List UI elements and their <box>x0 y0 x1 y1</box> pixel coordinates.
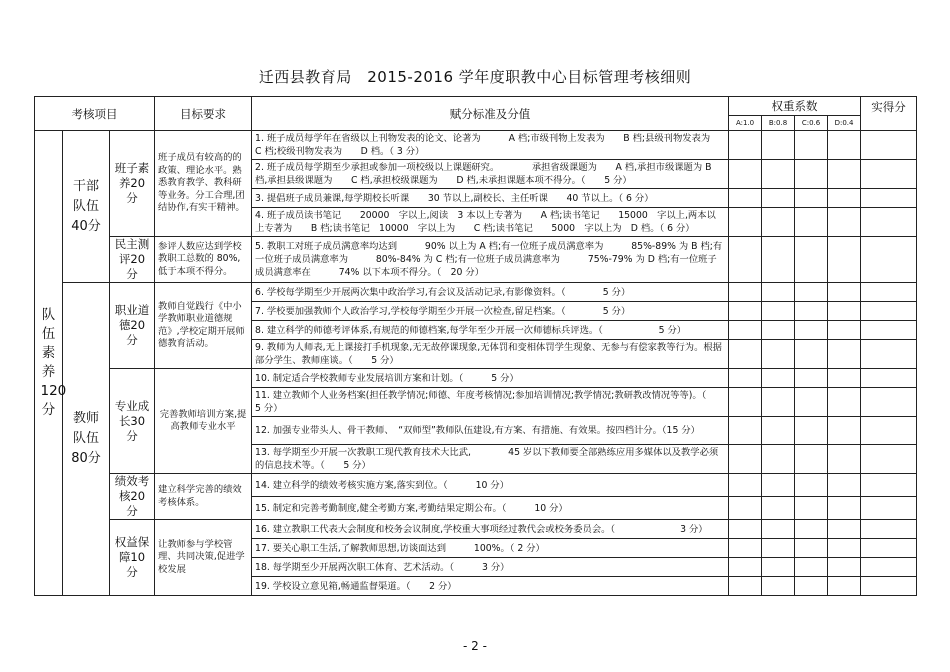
weight-cell[interactable] <box>795 160 828 189</box>
standard-cell: 19. 学校设立意见箱,畅通监督渠道。（ 2 分） <box>252 577 729 596</box>
standard-cell: 7. 学校要加强教师个人政治学习,学校每学期至少开展一次检查,留足档案。（ 5 分） <box>252 302 729 321</box>
weight-cell[interactable] <box>729 539 762 558</box>
grade-b: B:0.8 <box>762 116 795 131</box>
standard-cell: 3. 提倡班子成员兼课,每学期校长听课 30 节以上,副校长、主任听课 40 节以上。（ 6 分） <box>252 189 729 208</box>
weight-cell[interactable] <box>828 497 861 520</box>
weight-cell[interactable] <box>762 160 795 189</box>
score-cell[interactable] <box>861 283 917 302</box>
weight-cell[interactable] <box>828 369 861 388</box>
weight-cell[interactable] <box>795 321 828 340</box>
standard-cell: 1. 班子成员每学年在省级以上刊物发表的论文、论著为 A 档;市级刊物上发表为 B 档;县级刊物发表为 C 档;校级刊物发表为 D 档。（ 3 分） <box>252 131 729 160</box>
table-row <box>35 369 917 388</box>
group-label: 干部队伍40分 <box>63 131 110 283</box>
standard-cell: 10. 制定适合学校教师专业发展培训方案和计划。（ 5 分） <box>252 369 729 388</box>
standard-cell: 16. 建立教职工代表大会制度和校务会议制度,学校重大事项经过教代会或校务委员会。（ 3 分） <box>252 520 729 539</box>
header-item: 考核项目 <box>35 97 155 131</box>
weight-cell[interactable] <box>729 558 762 577</box>
weight-cell[interactable] <box>729 369 762 388</box>
subitem-label: 权益保障10分 <box>110 520 155 596</box>
subitem-label: 民主测评20分 <box>110 237 155 283</box>
standard-cell: 13. 每学期至少开展一次教职工现代教育技术大比武, 45 岁以下教师要全部熟练应用多媒体以及教学必须的信息技术等。（ 5 分） <box>252 445 729 474</box>
subitem-label: 班子素养20分 <box>110 131 155 237</box>
weight-cell[interactable] <box>729 340 762 369</box>
weight-cell[interactable] <box>762 237 795 283</box>
weight-cell[interactable] <box>795 237 828 283</box>
weight-cell[interactable] <box>762 189 795 208</box>
weight-cell[interactable] <box>762 577 795 596</box>
standard-cell: 9. 教师为人师表,无上课接打手机现象,无无故停课现象,无体罚和变相体罚学生现象、无参与有偿家教等行为。根据部分学生、教师座谈。（ 5 分） <box>252 340 729 369</box>
standard-cell: 15. 制定和完善考勤制度,健全考勤方案,考勤结果定期公布。（ 10 分） <box>252 497 729 520</box>
weight-cell[interactable] <box>762 388 795 417</box>
goal-cell: 完善教师培训方案,提高教师专业水平 <box>155 369 252 474</box>
weight-cell[interactable] <box>828 321 861 340</box>
weight-cell[interactable] <box>729 237 762 283</box>
standard-cell: 17. 要关心职工生活,了解教师思想,访谈面达到 100%。（ 2 分） <box>252 539 729 558</box>
document-title: 迁西县教育局 2015-2016 学年度职教中心目标管理考核细则 <box>258 68 692 86</box>
header-standard: 赋分标准及分值 <box>252 97 729 131</box>
score-cell[interactable] <box>861 208 917 237</box>
score-cell[interactable] <box>861 577 917 596</box>
weight-cell[interactable] <box>828 520 861 539</box>
weight-cell[interactable] <box>729 160 762 189</box>
weight-cell[interactable] <box>828 131 861 160</box>
weight-cell[interactable] <box>828 577 861 596</box>
subitem-label: 职业道德20分 <box>110 283 155 369</box>
weight-cell[interactable] <box>828 539 861 558</box>
score-cell[interactable] <box>861 340 917 369</box>
weight-cell[interactable] <box>795 445 828 474</box>
standard-cell: 14. 建立科学的绩效考核实施方案,落实到位。（ 10 分） <box>252 474 729 497</box>
table-row <box>35 474 917 497</box>
score-cell[interactable] <box>861 520 917 539</box>
standard-cell: 18. 每学期至少开展两次职工体育、艺术活动。（ 3 分） <box>252 558 729 577</box>
weight-cell[interactable] <box>795 369 828 388</box>
weight-cell[interactable] <box>729 189 762 208</box>
weight-cell[interactable] <box>729 520 762 539</box>
standard-cell: 12. 加强专业带头人、骨干教师、 “双师型”教师队伍建设,有方案、有措施、有效果。按四档计分。（15 分） <box>252 417 729 445</box>
weight-cell[interactable] <box>828 417 861 445</box>
weight-cell[interactable] <box>795 520 828 539</box>
standard-cell: 2. 班子成员每学期至少承担或参加一项校级以上课题研究。 承担省级课题为 A 档,承担市级课题为 B 档,承担县级课题为 C 档,承担校级课题为 D 档,未承担课题本项不得分。（ 5 分） <box>252 160 729 189</box>
weight-cell[interactable] <box>795 340 828 369</box>
standard-cell: 11. 建立教师个人业务档案(担任教学情况;师德、年度考核情况;参加培训情况;教学情况;教研教改情况等等)。（ 5 分） <box>252 388 729 417</box>
weight-cell[interactable] <box>795 539 828 558</box>
weight-cell[interactable] <box>762 497 795 520</box>
weight-cell[interactable] <box>729 474 762 497</box>
score-cell[interactable] <box>861 417 917 445</box>
table-row <box>35 520 917 539</box>
table-body <box>35 131 917 596</box>
weight-cell[interactable] <box>762 539 795 558</box>
weight-cell[interactable] <box>795 131 828 160</box>
score-cell[interactable] <box>861 474 917 497</box>
score-cell[interactable] <box>861 189 917 208</box>
score-cell[interactable] <box>861 302 917 321</box>
weight-cell[interactable] <box>828 189 861 208</box>
weight-cell[interactable] <box>729 445 762 474</box>
weight-cell[interactable] <box>729 131 762 160</box>
weight-cell[interactable] <box>762 283 795 302</box>
table-row <box>35 283 917 302</box>
weight-cell[interactable] <box>828 237 861 283</box>
goal-cell: 班子成员有较高的的政策、理论水平。熟悉教育教学、教科研等业务。分工合理,团结协作,有实干精神。 <box>155 131 252 237</box>
grade-d: D:0.4 <box>828 116 861 131</box>
score-cell[interactable] <box>861 445 917 474</box>
weight-cell[interactable] <box>729 283 762 302</box>
weight-cell[interactable] <box>762 321 795 340</box>
weight-cell[interactable] <box>762 474 795 497</box>
goal-cell: 让教师参与学校管理、共同决策,促进学校发展 <box>155 520 252 596</box>
page-number: - 2 - <box>463 639 487 653</box>
weight-cell[interactable] <box>828 558 861 577</box>
score-cell[interactable] <box>861 388 917 417</box>
weight-cell[interactable] <box>795 497 828 520</box>
grade-a: A:1.0 <box>729 116 762 131</box>
standard-cell: 6. 学校每学期至少开展两次集中政治学习,有会议及活动记录,有影像资料。（ 5 分） <box>252 283 729 302</box>
header-weight: 权重系数 <box>729 97 861 116</box>
weight-cell[interactable] <box>729 302 762 321</box>
weight-cell[interactable] <box>729 577 762 596</box>
weight-cell[interactable] <box>762 520 795 539</box>
score-cell[interactable] <box>861 369 917 388</box>
weight-cell[interactable] <box>795 283 828 302</box>
score-cell[interactable] <box>861 539 917 558</box>
weight-cell[interactable] <box>828 388 861 417</box>
goal-cell: 建立科学完善的绩效考核体系。 <box>155 474 252 520</box>
grade-c: C:0.6 <box>795 116 828 131</box>
weight-cell[interactable] <box>729 497 762 520</box>
standard-cell: 8. 建立科学的师德考评体系,有规范的师德档案,每学年至少开展一次师德标兵评选。（ 5 分） <box>252 321 729 340</box>
weight-cell[interactable] <box>795 208 828 237</box>
weight-cell[interactable] <box>795 417 828 445</box>
weight-cell[interactable] <box>762 417 795 445</box>
score-cell[interactable] <box>861 237 917 283</box>
weight-cell[interactable] <box>795 474 828 497</box>
weight-cell[interactable] <box>795 388 828 417</box>
weight-cell[interactable] <box>795 558 828 577</box>
weight-cell[interactable] <box>762 131 795 160</box>
section-label: 队伍素养120分 <box>35 131 63 596</box>
weight-cell[interactable] <box>729 321 762 340</box>
weight-cell[interactable] <box>762 445 795 474</box>
score-cell[interactable] <box>861 321 917 340</box>
weight-cell[interactable] <box>828 445 861 474</box>
weight-cell[interactable] <box>828 283 861 302</box>
weight-cell[interactable] <box>795 189 828 208</box>
weight-cell[interactable] <box>762 558 795 577</box>
header-goal: 目标要求 <box>155 97 252 131</box>
weight-cell[interactable] <box>828 160 861 189</box>
weight-cell[interactable] <box>762 208 795 237</box>
table-row <box>35 237 917 283</box>
subitem-label: 专业成长30分 <box>110 369 155 474</box>
score-cell[interactable] <box>861 558 917 577</box>
weight-cell[interactable] <box>729 417 762 445</box>
goal-cell: 教师自觉践行《中小学教师职业道德规范》,学校定期开展师德教育活动。 <box>155 283 252 369</box>
standard-cell: 4. 班子成员读书笔记 20000 字以上,阅读 3 本以上专著为 A 档;读书笔记 15000 字以上,两本以上专著为 B 档;读书笔记 10000 字以上为 C 档;读书笔记 5000 字以上为 D 档。（ 6 分） <box>252 208 729 237</box>
subitem-label: 绩效考核20分 <box>110 474 155 520</box>
weight-cell[interactable] <box>828 302 861 321</box>
score-cell[interactable] <box>861 131 917 160</box>
standard-cell: 5. 教职工对班子成员满意率均达到 90% 以上为 A 档;有一位班子成员满意率为 85%-89% 为 B 档;有一位班子成员满意率为 80%-84% 为 C 档;有一位班子成员满意率为 75%-79% 为 D 档;有一位班子成员满意率在 74% 以下本项不得分。（ 20 分） <box>252 237 729 283</box>
weight-cell[interactable] <box>795 302 828 321</box>
assessment-table <box>34 96 917 596</box>
weight-cell[interactable] <box>828 340 861 369</box>
weight-cell[interactable] <box>762 340 795 369</box>
score-cell[interactable] <box>861 497 917 520</box>
weight-cell[interactable] <box>729 208 762 237</box>
goal-cell: 参评人数应达到学校教职工总数的 80%,低于本项不得分。 <box>155 237 252 283</box>
weight-cell[interactable] <box>729 388 762 417</box>
weight-cell[interactable] <box>828 208 861 237</box>
weight-cell[interactable] <box>828 474 861 497</box>
weight-cell[interactable] <box>762 302 795 321</box>
score-cell[interactable] <box>861 160 917 189</box>
header-actual: 实得分 <box>861 97 917 131</box>
weight-cell[interactable] <box>795 577 828 596</box>
table-row <box>35 131 917 160</box>
weight-cell[interactable] <box>762 369 795 388</box>
group-label: 教师队伍80分 <box>63 283 110 596</box>
